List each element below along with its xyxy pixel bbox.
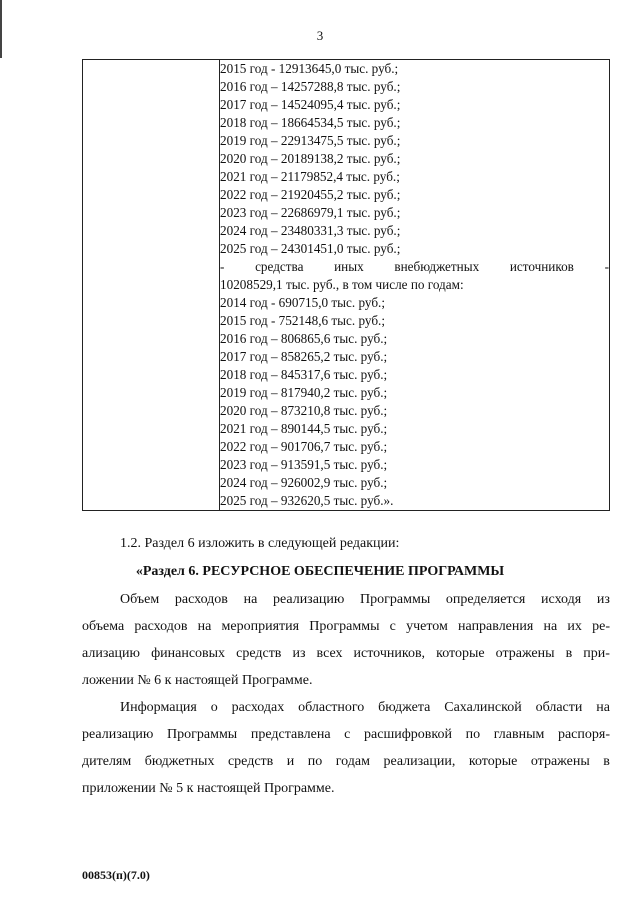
word: областного xyxy=(298,700,365,715)
word: области xyxy=(535,700,583,715)
extrabudgetary-year-list xyxy=(220,294,609,510)
extrabudgetary-year-line: 2022 год – 901706,7 тыс. руб.; xyxy=(220,439,388,454)
extrabudgetary-year-line: 2018 год – 845317,6 тыс. руб.; xyxy=(220,367,388,382)
extrabudgetary-year-line: 2019 год – 817940,2 тыс. руб.; xyxy=(220,385,388,400)
word: исходя xyxy=(541,592,582,607)
budget-year-line: 2015 год - 12913645,0 тыс. руб.; xyxy=(220,61,399,76)
budget-year-line: 2020 год – 20189138,2 тыс. руб.; xyxy=(220,151,401,166)
word: объема xyxy=(82,619,125,634)
table-row xyxy=(83,60,610,511)
word: расходах xyxy=(231,700,285,715)
word: в xyxy=(603,754,610,769)
paragraph-line: ложении № 6 к настоящей Программе. xyxy=(82,673,313,688)
word: с xyxy=(344,727,351,742)
source-word: источников xyxy=(509,259,574,274)
word: на xyxy=(543,619,558,634)
word: в xyxy=(565,646,573,661)
extrabudgetary-year-line: 2015 год - 752148,6 тыс. руб.; xyxy=(220,313,385,328)
word: из xyxy=(292,646,306,661)
paragraph-line xyxy=(82,613,610,640)
word: определяется xyxy=(445,592,526,607)
word: расходов xyxy=(174,592,228,607)
word: ализацию xyxy=(82,646,141,661)
word: по xyxy=(465,727,481,742)
word: мероприятия xyxy=(221,619,300,634)
source-word: - xyxy=(604,259,609,274)
word: реализацию xyxy=(272,592,345,607)
word: при- xyxy=(583,646,610,661)
budget-year-line: 2016 год – 14257288,8 тыс. руб.; xyxy=(220,79,401,94)
source-word: внебюджетных xyxy=(394,259,480,274)
word: расшифровкой xyxy=(364,727,452,742)
table-empty-cell xyxy=(83,60,220,511)
extrabudgetary-year-line: 2020 год – 873210,8 тыс. руб.; xyxy=(220,403,388,418)
word: Объем xyxy=(120,592,160,607)
word: реализации, xyxy=(383,754,456,769)
word: с xyxy=(389,619,396,634)
extrabudgetary-year-line: 2017 год – 858265,2 тыс. руб.; xyxy=(220,349,388,364)
budget-year-line: 2017 год – 14524095,4 тыс. руб.; xyxy=(220,97,401,112)
word: на xyxy=(596,700,610,715)
word: Программы xyxy=(309,619,380,634)
source-word: средства xyxy=(255,259,304,274)
word: ре- xyxy=(592,619,610,634)
word: бюджетных xyxy=(144,754,215,769)
section-heading: «Раздел 6. РЕСУРСНОЕ ОБЕСПЕЧЕНИЕ ПРОГРАММЫ xyxy=(135,564,505,579)
word: и xyxy=(286,754,295,769)
paragraph-resources xyxy=(82,586,610,694)
word: источников, xyxy=(353,646,426,661)
word: дителям xyxy=(82,754,132,769)
budget-year-line: 2024 год – 23480331,3 тыс. руб.; xyxy=(220,223,401,238)
word: направления xyxy=(458,619,534,634)
word: из xyxy=(596,592,610,607)
budget-year-line: 2023 год – 22686979,1 тыс. руб.; xyxy=(220,205,401,220)
word: всех xyxy=(316,646,343,661)
word: отражены xyxy=(530,754,590,769)
word: их xyxy=(567,619,582,634)
word: средств xyxy=(227,754,274,769)
word: представлена xyxy=(250,727,331,742)
word: на xyxy=(197,619,212,634)
budget-year-line: 2019 год – 22913475,5 тыс. руб.; xyxy=(220,133,401,148)
word: Программы xyxy=(360,592,431,607)
extrabudgetary-year-line: 2014 год - 690715,0 тыс. руб.; xyxy=(220,295,385,310)
paragraph-line xyxy=(82,586,610,613)
word: на xyxy=(243,592,258,607)
paragraph-budget-info xyxy=(82,694,610,802)
paragraph-line xyxy=(82,721,610,748)
word: Информация xyxy=(120,700,197,715)
source-word: - xyxy=(220,259,225,274)
word: годам xyxy=(335,754,370,769)
word: расходов xyxy=(134,619,188,634)
paragraph-line xyxy=(82,640,610,667)
word: средств xyxy=(236,646,282,661)
extrabudgetary-source-line xyxy=(220,258,609,276)
extrabudgetary-year-line: 2023 год – 913591,5 тыс. руб.; xyxy=(220,457,388,472)
word: по xyxy=(307,754,323,769)
word: Сахалинской xyxy=(444,700,522,715)
paragraph-line: приложении № 5 к настоящей Программе. xyxy=(82,781,335,796)
section-intro: 1.2. Раздел 6 изложить в следующей редакции: xyxy=(120,536,400,551)
source-word: иных xyxy=(334,259,364,274)
extrabudgetary-year-line: 2025 год – 932620,5 тыс. руб.». xyxy=(220,493,394,508)
extrabudgetary-total-line: 10208529,1 тыс. руб., в том числе по годам: xyxy=(220,277,464,292)
word: Программы xyxy=(167,727,238,742)
word: бюджета xyxy=(378,700,431,715)
paragraph-line xyxy=(82,694,610,721)
word: распоря- xyxy=(557,727,610,742)
extrabudgetary-year-line: 2021 год – 890144,5 тыс. руб.; xyxy=(220,421,388,436)
budget-year-line: 2018 год – 18664534,5 тыс. руб.; xyxy=(220,115,401,130)
word: учетом xyxy=(406,619,448,634)
word: которые xyxy=(468,754,518,769)
budget-year-list xyxy=(220,60,609,258)
word: отражены xyxy=(495,646,555,661)
budget-year-line: 2021 год – 21179852,4 тыс. руб.; xyxy=(220,169,400,184)
word: которые xyxy=(436,646,485,661)
budget-year-line: 2022 год – 21920455,2 тыс. руб.; xyxy=(220,187,401,202)
extrabudgetary-year-line: 2024 год – 926002,9 тыс. руб.; xyxy=(220,475,388,490)
budget-year-line: 2025 год – 24301451,0 тыс. руб.; xyxy=(220,241,401,256)
page-number: 3 xyxy=(316,28,324,43)
paragraph-line xyxy=(82,748,610,775)
word: главным xyxy=(493,727,545,742)
table-content-cell xyxy=(220,60,610,511)
financing-table xyxy=(82,59,610,511)
document-code: 00853(п)(7.0) xyxy=(82,868,150,882)
word: реализацию xyxy=(82,727,154,742)
word: финансовых xyxy=(151,646,226,661)
extrabudgetary-year-line: 2016 год – 806865,6 тыс. руб.; xyxy=(220,331,388,346)
word: о xyxy=(210,700,218,715)
